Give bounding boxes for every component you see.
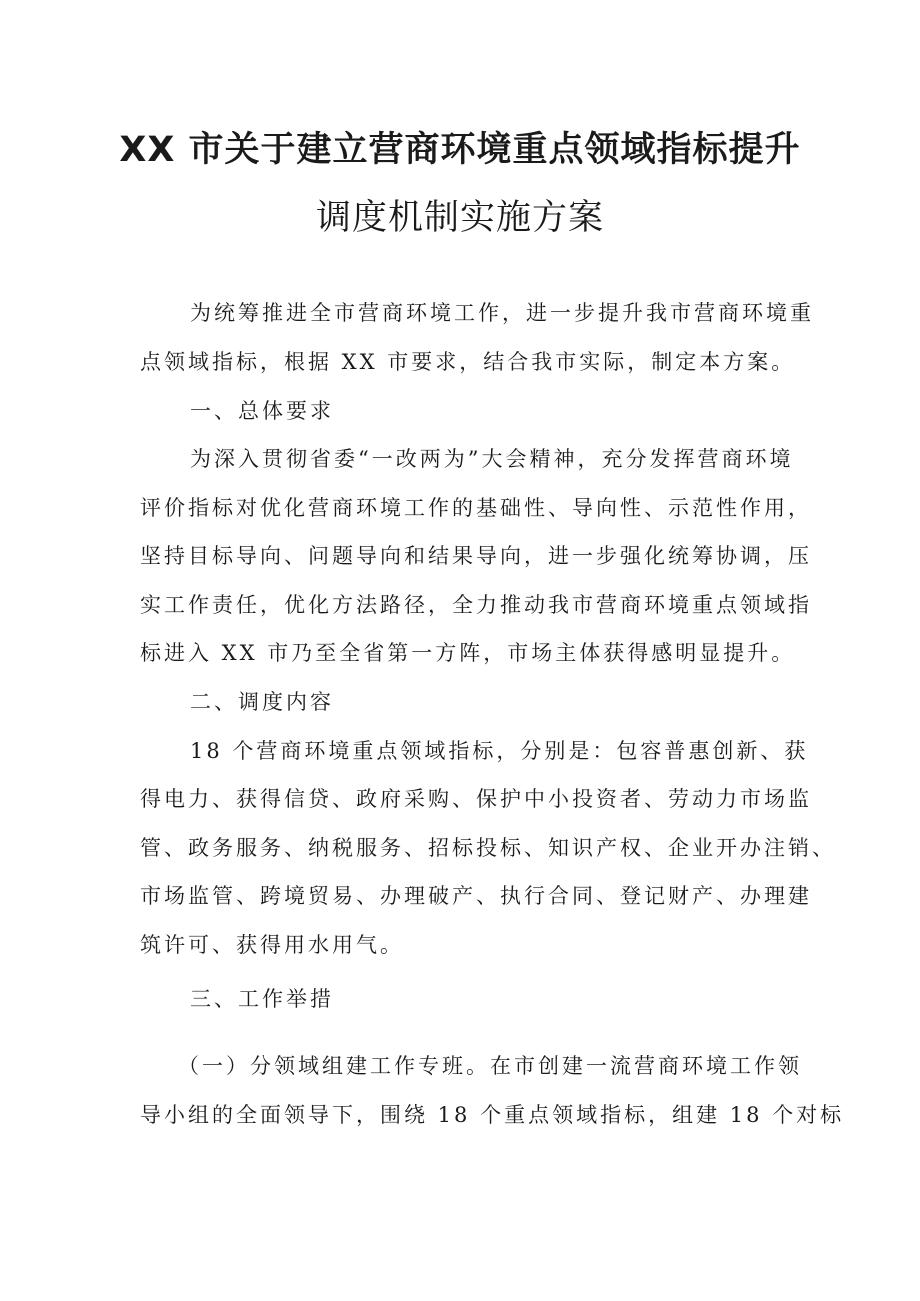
section3-line-1: （一）分领域组建工作专班。在市创建一流营商环境工作领 [178, 1054, 802, 1078]
section2-line-1: 18 个营商环境重点领域指标，分别是：包容普惠创新、获 [190, 739, 809, 763]
section2-line-2: 得电力、获得信贷、政府采购、保护中小投资者、劳动力市场监 [140, 787, 812, 811]
section-heading-scheduling-content: 二、调度内容 [190, 690, 334, 714]
section1-line-4: 实工作责任，优化方法路径，全力推动我市营商环境重点领域指 [140, 593, 812, 617]
section1-line-2: 评价指标对优化营商环境工作的基础性、导向性、示范性作用， [140, 496, 812, 520]
intro-line-1: 为统筹推进全市营商环境工作，进一步提升我市营商环境重 [190, 301, 814, 325]
section1-line-1: 为深入贯彻省委“一改两为”大会精神，充分发挥营商环境 [190, 447, 794, 471]
section2-line-3: 管、政务服务、纳税服务、招标投标、知识产权、企业开办注销、 [140, 836, 836, 860]
section3-line-2: 导小组的全面领导下，围绕 18 个重点领域指标，组建 18 个对标 [140, 1103, 845, 1127]
section1-line-5: 标进入 XX 市乃至全省第一方阵，市场主体获得感明显提升。 [140, 641, 796, 665]
document-title-line-1: XX 市关于建立营商环境重点领域指标提升 [119, 130, 801, 170]
document-title-line-2: 调度机制实施方案 [315, 198, 604, 238]
section2-line-4: 市场监管、跨境贸易、办理破产、执行合同、登记财产、办理建 [140, 884, 812, 908]
intro-line-2: 点领域指标，根据 XX 市要求，结合我市实际，制定本方案。 [140, 350, 796, 374]
section-heading-work-measures: 三、工作举措 [190, 987, 334, 1011]
section-heading-general-requirements: 一、总体要求 [190, 399, 334, 423]
section1-line-3: 坚持目标导向、问题导向和结果导向，进一步强化统筹协调，压 [140, 544, 812, 568]
section2-line-5: 筑许可、获得用水用气。 [140, 933, 404, 957]
